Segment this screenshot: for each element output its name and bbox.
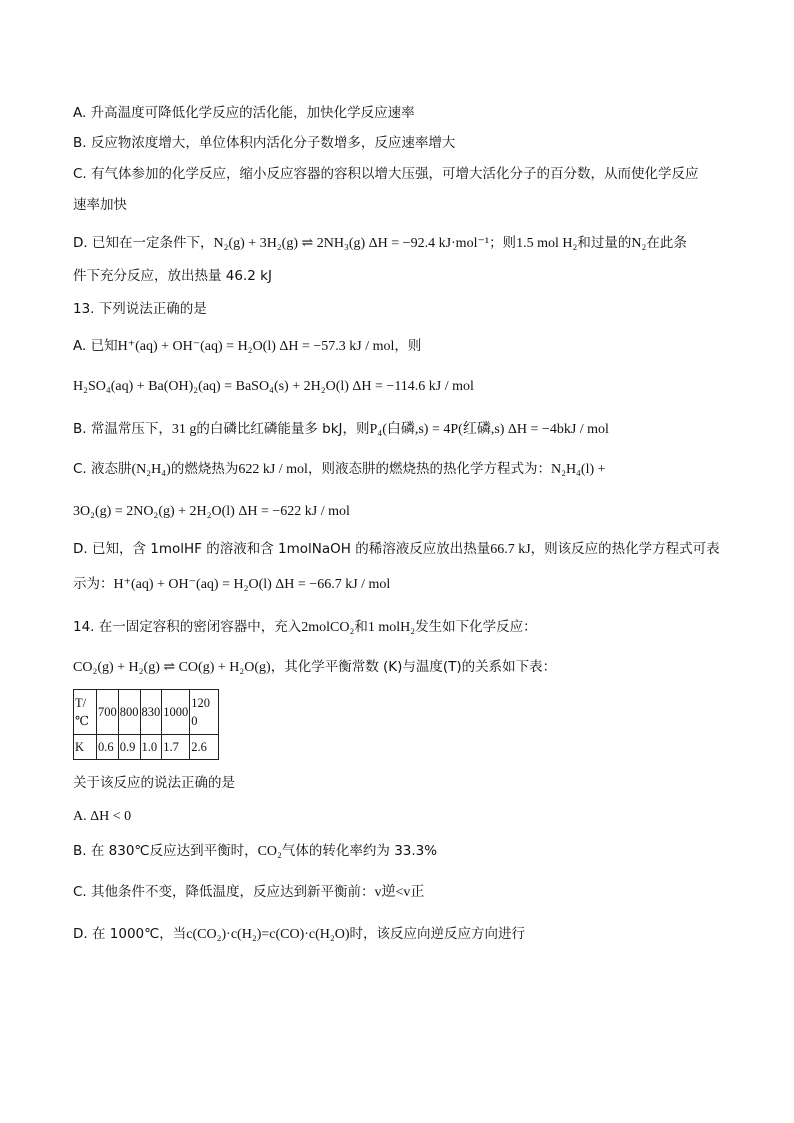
q14-option-d [73, 924, 525, 945]
q13-a-suffix: ，则 [394, 338, 422, 354]
q12-option-d-line1 [73, 233, 687, 254]
q14-option-a [73, 806, 131, 827]
q13-d-suffix: ，则该反应的热化学方程式可表 [530, 541, 720, 557]
q13-option-d-line2 [73, 574, 390, 595]
q13-c-n2h4: (N₂H₄) [131, 462, 171, 477]
q13-a-prefix: A. 已知 [73, 338, 118, 354]
table-cell-k: 1.7 [162, 735, 190, 760]
q13-c-prefix: C. 液态肼 [73, 461, 132, 477]
q14-stem [73, 617, 537, 638]
q14-stem-co2: 2molCO₂ [301, 620, 355, 635]
q14-option-b [73, 841, 437, 862]
q13-d-value: 66.7 kJ [490, 542, 531, 557]
q13-option-d-line1 [73, 539, 720, 560]
table-cell-temp: 800 [118, 690, 140, 735]
q13-option-a-line1 [73, 336, 421, 357]
q13-d2-prefix: 示为： [73, 576, 114, 592]
q14-stem-suffix: 发生如下化学反应： [415, 619, 537, 635]
q14-reaction-formula: CO₂(g) + H₂(g) ⇌ CO(g) + H₂O(g) [73, 660, 271, 675]
q12-option-b: B. 反应物浓度增大，单位体积内活化分子数增多，反应速率增大 [73, 135, 456, 151]
q12-d-suffix: 在此条 [646, 235, 687, 251]
table-cell-temp: 830 [140, 690, 162, 735]
table-cell-k: 2.6 [190, 735, 219, 760]
q14-d-formula: c(CO₂)·c(H₂)=c(CO)·c(H₂O) [186, 927, 350, 942]
q13-option-c-line1 [73, 459, 606, 480]
q14-stem-prefix: 14. 在一固定容积的密闭容器中，充入 [73, 619, 302, 635]
table-header-k: K [74, 735, 97, 760]
q12-d-amount: 1.5 mol H₂ [516, 236, 578, 251]
q12-option-a: A. 升高温度可降低化学反应的活化能，加快化学反应速率 [73, 105, 415, 121]
table-cell-k: 1.0 [140, 735, 162, 760]
table-header-t: T/ ℃ [74, 690, 97, 735]
table-row-temperature [74, 690, 219, 735]
q13-c-formula1: N₂H₄(l) + [550, 462, 606, 477]
equilibrium-constant-table [73, 689, 219, 760]
table-cell-temp: 120 0 [190, 690, 219, 735]
q14-reaction-suffix: ，其化学平衡常数 (K)与温度(T)的关系如下表： [270, 659, 557, 675]
q13-d-prefix: D. 已知，含 1molHF 的溶液和含 1molNaOH 的稀溶液反应放出热量 [73, 541, 491, 557]
q13-c-mid2: ，则液态肼的燃烧热的热化学方程式为： [307, 461, 551, 477]
q13-option-b [73, 419, 609, 440]
q13-d2-formula: H⁺(aq) + OH⁻(aq) = H₂O(l) ΔH = −66.7 kJ / mol [113, 577, 391, 592]
q14-d-suffix: 时，该反应向逆反应方向进行 [349, 926, 526, 942]
q14-c-prefix: C. 其他条件不变，降低温度，反应达到新平衡前： [73, 884, 375, 900]
table-cell-k: 0.6 [97, 735, 119, 760]
q13-a-formula2: H₂SO₄(aq) + Ba(OH)₂(aq) = BaSO₄(s) + 2H₂O(l) ΔH = −114.6 kJ / mol [73, 379, 474, 394]
table-cell-temp: 1000 [162, 690, 190, 735]
q13-option-c-line2 [73, 501, 350, 522]
q14-stem-mid: 和 [354, 619, 368, 635]
q12-d-prefix: D. 已知在一定条件下， [73, 235, 214, 251]
q13-b-prefix: B. 常温常压下， [73, 421, 172, 437]
q13-c-mid: 的燃烧热为 [170, 461, 239, 477]
q13-b-mid: 的白磷比红磷能量多 bkJ，则 [196, 421, 370, 437]
q12-option-c-line2: 速率加快 [73, 197, 127, 213]
q13-b-mass: 31 g [171, 422, 197, 437]
q12-option-d-line2: 件下充分反应，放出热量 46.2 kJ [73, 268, 272, 284]
q14-question: 关于该反应的说法正确的是 [73, 775, 235, 791]
q12-d-mid2: 和过量的 [577, 235, 632, 251]
q13-a-formula: H⁺(aq) + OH⁻(aq) = H₂O(l) ΔH = −57.3 kJ / mol [117, 339, 395, 354]
q12-d-formula: N₂(g) + 3H₂(g) ⇌ 2NH₃(g) ΔH = −92.4 kJ·mol⁻¹ [213, 236, 490, 251]
q14-b-suffix: 气体的转化率约为 33.3% [281, 843, 438, 859]
q14-b-co2: CO₂ [257, 844, 282, 859]
q14-c-formula: v逆<v正 [374, 885, 425, 900]
q12-d-mid: ；则 [489, 235, 517, 251]
q14-d-prefix: D. 在 1000℃，当 [73, 926, 187, 942]
q13-option-a-line2 [73, 376, 474, 397]
q12-d-n2: N₂ [631, 236, 647, 251]
q12-option-c-line1: C. 有气体参加的化学反应，缩小反应容器的容积以增大压强，可增大活化分子的百分数，从而使化学反应 [73, 166, 699, 182]
q14-b-prefix: B. 在 830℃反应达到平衡时， [73, 843, 258, 859]
q13-c-formula2: 3O₂(g) = 2NO₂(g) + 2H₂O(l) ΔH = −622 kJ / mol [73, 504, 350, 519]
q14-option-c [73, 882, 424, 903]
q13-stem: 13. 下列说法正确的是 [73, 301, 207, 317]
table-cell-k: 0.9 [118, 735, 140, 760]
q14-reaction-line [73, 657, 556, 678]
q14-stem-h2: 1 molH₂ [367, 620, 416, 635]
q13-b-formula: P₄(白磷,s) = 4P(红磷,s) ΔH = −4bkJ / mol [369, 422, 609, 437]
table-cell-temp: 700 [97, 690, 119, 735]
q13-c-value: 622 kJ / mol [238, 462, 308, 477]
q14-a-text: A. ΔH < 0 [73, 809, 132, 824]
table-row-k [74, 735, 219, 760]
